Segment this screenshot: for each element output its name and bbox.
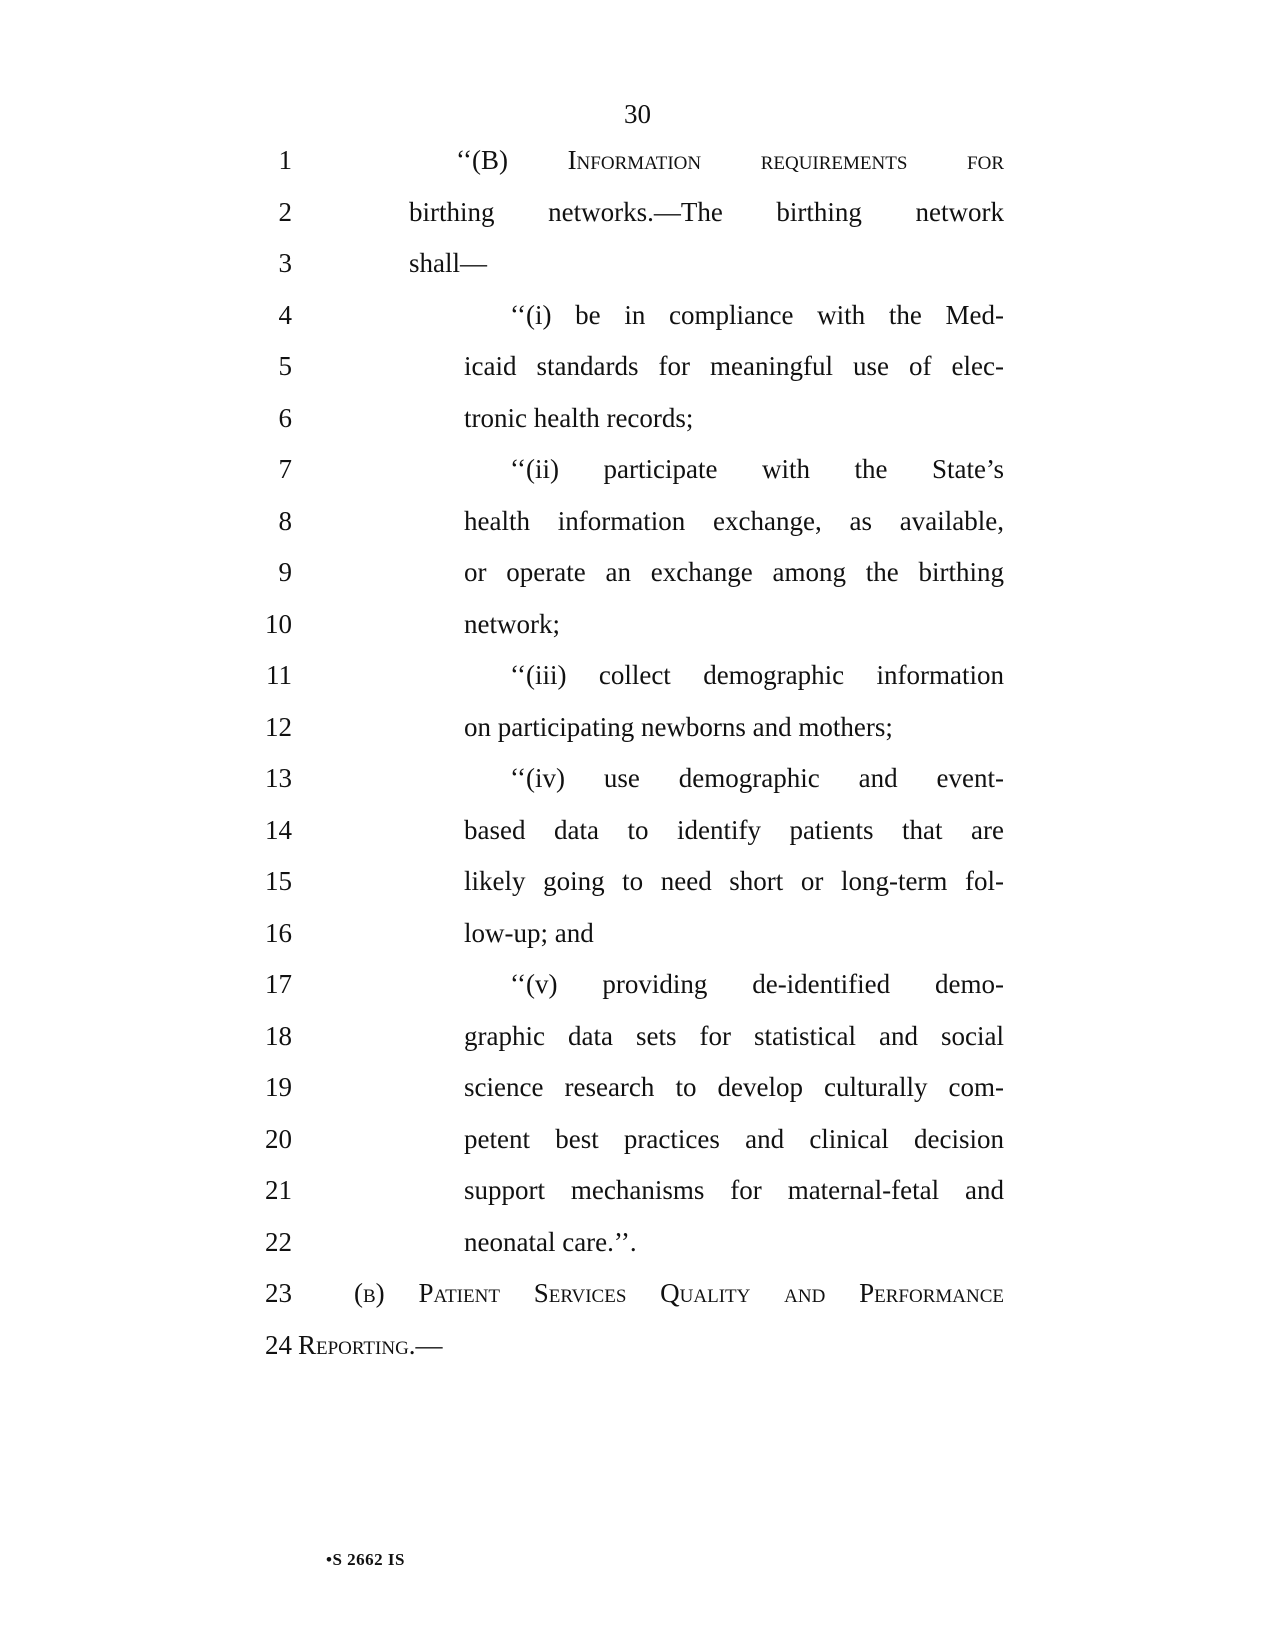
line-text: Reporting.— [298, 1330, 443, 1360]
page-number: 30 [624, 99, 651, 129]
line-number: 13 [265, 763, 292, 793]
line-number: 24 [265, 1330, 292, 1360]
line-number: 6 [278, 403, 292, 433]
line-text: ‘‘(B) Information requirements for [456, 145, 1004, 175]
document-line [0, 556, 1275, 610]
document-line [0, 144, 1275, 198]
line-text: or operate an exchange among the birthing [464, 557, 1004, 587]
document-line [0, 1277, 1275, 1331]
document-line [0, 1071, 1275, 1125]
document-line [0, 1123, 1275, 1177]
document-line [0, 814, 1275, 868]
line-text: network; [464, 609, 560, 639]
line-text: ‘‘(iii) collect demographic information [510, 660, 1004, 690]
line-number: 21 [265, 1175, 292, 1205]
document-line [0, 1226, 1275, 1280]
line-text: on participating newborns and mothers; [464, 712, 893, 742]
line-text: ‘‘(v) providing de-identified demo- [510, 969, 1004, 999]
line-number: 22 [265, 1227, 292, 1257]
document-line [0, 917, 1275, 971]
line-text: health information exchange, as available, [464, 506, 1004, 536]
line-number: 1 [278, 145, 292, 175]
line-text: science research to develop culturally com- [464, 1072, 1004, 1102]
line-number: 8 [278, 506, 292, 536]
line-text: birthing networks.—The birthing network [409, 197, 1004, 227]
line-number: 18 [265, 1021, 292, 1051]
line-number: 19 [265, 1072, 292, 1102]
line-text: support mechanisms for maternal-fetal and [464, 1175, 1004, 1205]
document-line [0, 453, 1275, 507]
line-text: based data to identify patients that are [464, 815, 1004, 845]
line-text: icaid standards for meaningful use of elec- [464, 351, 1004, 381]
document-line [0, 608, 1275, 662]
line-text: (b) Patient Services Quality and Performance [354, 1278, 1004, 1308]
document-line [0, 350, 1275, 404]
line-text: neonatal care.’’. [464, 1227, 637, 1257]
line-text: ‘‘(i) be in compliance with the Med- [510, 300, 1004, 330]
document-line [0, 711, 1275, 765]
line-text: shall— [409, 248, 487, 278]
line-number: 15 [265, 866, 292, 896]
document-line [0, 247, 1275, 301]
line-text: ‘‘(ii) participate with the State’s [510, 454, 1004, 484]
document-line [0, 865, 1275, 919]
line-number: 16 [265, 918, 292, 948]
line-text: ‘‘(iv) use demographic and event- [510, 763, 1004, 793]
line-number: 14 [265, 815, 292, 845]
document-line [0, 1329, 1275, 1383]
document-line [0, 762, 1275, 816]
bill-identifier-footer: •S 2662 IS [326, 1550, 405, 1569]
document-line [0, 299, 1275, 353]
line-text: tronic health records; [464, 403, 694, 433]
line-text: graphic data sets for statistical and social [464, 1021, 1004, 1051]
document-line [0, 402, 1275, 456]
line-number: 23 [265, 1278, 292, 1308]
document-line [0, 659, 1275, 713]
document-line [0, 968, 1275, 1022]
line-number: 10 [265, 609, 292, 639]
document-line [0, 1020, 1275, 1074]
document-line [0, 505, 1275, 559]
line-text: likely going to need short or long-term fol- [464, 866, 1004, 896]
line-number: 2 [278, 197, 292, 227]
line-number: 12 [265, 712, 292, 742]
line-number: 4 [278, 300, 292, 330]
document-line [0, 1174, 1275, 1228]
line-number: 3 [278, 248, 292, 278]
line-number: 20 [265, 1124, 292, 1154]
line-number: 11 [266, 660, 292, 690]
line-text: low-up; and [464, 918, 594, 948]
line-text: petent best practices and clinical decision [464, 1124, 1004, 1154]
line-number: 5 [278, 351, 292, 381]
line-number: 9 [278, 557, 292, 587]
document-line [0, 196, 1275, 250]
line-number: 7 [278, 454, 292, 484]
line-number: 17 [265, 969, 292, 999]
